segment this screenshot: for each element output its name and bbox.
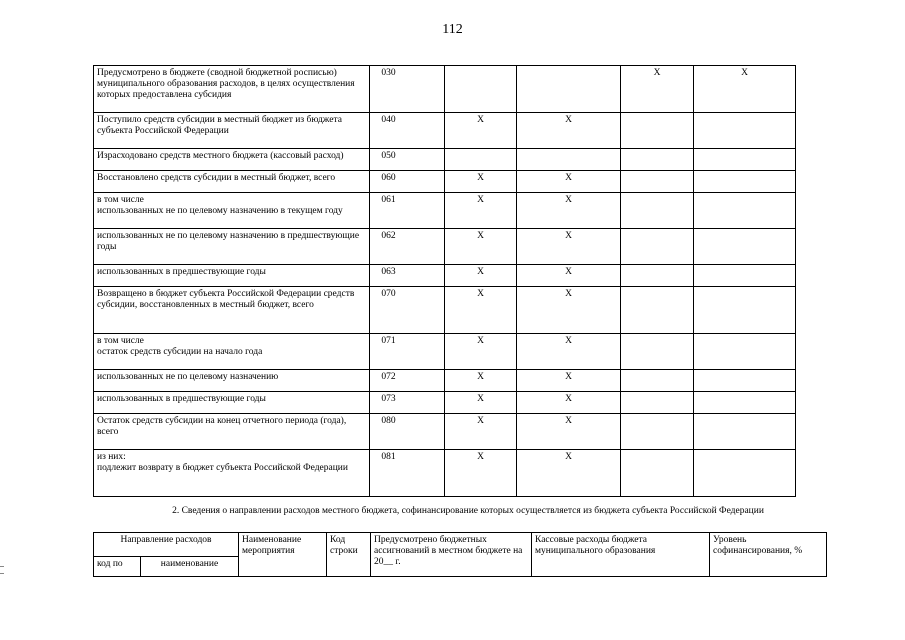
cell-col1: X (445, 113, 517, 149)
cell-col1: X (445, 265, 517, 287)
cell-col3 (621, 287, 694, 334)
cell-col3 (621, 113, 694, 149)
row-label: Израсходовано средств местного бюджета (кассовый расход) (94, 149, 370, 171)
table-row (94, 171, 796, 193)
cell-col1 (445, 66, 517, 113)
cell-col3 (621, 193, 694, 229)
cell-col3 (621, 450, 694, 497)
row-label: Возвращено в бюджет субъекта Российской Федерации средств субсидии, восстановленных в местный бюджет, всего (94, 287, 370, 334)
cell-col3 (621, 392, 694, 414)
row-label: Предусмотрено в бюджете (сводной бюджетной росписью) муниципального образования расходов, в целях осуществления которых предоставлена субсидия (94, 66, 370, 113)
row-code: 070 (370, 287, 445, 334)
cell-col2: X (517, 193, 621, 229)
cell-col2: X (517, 171, 621, 193)
cell-col2: X (517, 450, 621, 497)
row-code: 072 (370, 370, 445, 392)
header-direction: Направление расходов (94, 533, 239, 557)
table-row (94, 370, 796, 392)
row-label: из них: подлежит возврату в бюджет субъекта Российской Федерации (94, 450, 370, 497)
cell-col3 (621, 265, 694, 287)
cell-col2: X (517, 370, 621, 392)
row-label: Восстановлено средств субсидии в местный бюджет, всего (94, 171, 370, 193)
row-code: 061 (370, 193, 445, 229)
section-2-caption: 2. Сведения о направлении расходов местного бюджета, софинансирование которых осуществляется из бюджета субъекта Российской Федерации (172, 506, 764, 516)
cell-col3 (621, 370, 694, 392)
table-row (94, 149, 796, 171)
cell-col4 (694, 370, 796, 392)
cell-col1: X (445, 450, 517, 497)
row-code: 080 (370, 414, 445, 450)
row-label: использованных в предшествующие годы (94, 265, 370, 287)
cell-col4 (694, 414, 796, 450)
table-row (94, 392, 796, 414)
subsidy-report-table (93, 65, 796, 497)
cell-col1: X (445, 334, 517, 370)
row-code: 050 (370, 149, 445, 171)
cell-col1: X (445, 171, 517, 193)
cell-col2 (517, 66, 621, 113)
row-code: 060 (370, 171, 445, 193)
cell-col3: X (621, 66, 694, 113)
row-label: Поступило средств субсидии в местный бюджет из бюджета субъекта Российской Федерации (94, 113, 370, 149)
table-row (94, 334, 796, 370)
expenditure-directions-table (93, 532, 827, 577)
cell-col3 (621, 171, 694, 193)
cell-col1: X (445, 392, 517, 414)
table-row (94, 265, 796, 287)
row-code: 040 (370, 113, 445, 149)
cell-col4 (694, 450, 796, 497)
cell-col1: X (445, 287, 517, 334)
row-code: 062 (370, 229, 445, 265)
cell-col1: X (445, 414, 517, 450)
row-code: 063 (370, 265, 445, 287)
cell-col2: X (517, 392, 621, 414)
cell-col1 (445, 149, 517, 171)
table-row (94, 193, 796, 229)
cell-col1: X (445, 229, 517, 265)
cell-col4 (694, 149, 796, 171)
cell-col3 (621, 334, 694, 370)
row-label: Остаток средств субсидии на конец отчетного периода (года), всего (94, 414, 370, 450)
row-label: использованных в предшествующие годы (94, 392, 370, 414)
table-row (94, 113, 796, 149)
cell-col4: X (694, 66, 796, 113)
cell-col1: X (445, 370, 517, 392)
cell-col4 (694, 193, 796, 229)
cell-col2: X (517, 229, 621, 265)
cell-col3 (621, 229, 694, 265)
table-row (94, 66, 796, 113)
cell-col2: X (517, 287, 621, 334)
cell-col4 (694, 287, 796, 334)
row-label: использованных не по целевому назначению в предшествующие годы (94, 229, 370, 265)
table-row (94, 414, 796, 450)
row-label: использованных не по целевому назначению (94, 370, 370, 392)
header-name: наименование (141, 557, 239, 577)
cell-col4 (694, 171, 796, 193)
cell-col2 (517, 149, 621, 171)
row-code: 030 (370, 66, 445, 113)
table-row (94, 450, 796, 497)
cell-col3 (621, 414, 694, 450)
row-label: в том числе использованных не по целевому назначению в текущем году (94, 193, 370, 229)
page-number: 112 (442, 22, 463, 37)
edge-mark (0, 566, 4, 574)
cell-col2: X (517, 334, 621, 370)
cell-col4 (694, 392, 796, 414)
header-row-code: Код строки (327, 533, 371, 577)
header-code-po: код по (94, 557, 141, 577)
row-code: 081 (370, 450, 445, 497)
header-level: Уровень софинансирования, % (710, 533, 827, 577)
cell-col2: X (517, 265, 621, 287)
cell-col1: X (445, 193, 517, 229)
row-code: 071 (370, 334, 445, 370)
table-row (94, 229, 796, 265)
row-code: 073 (370, 392, 445, 414)
cell-col4 (694, 113, 796, 149)
header-cash: Кассовые расходы бюджета муниципального образования (532, 533, 710, 577)
header-planned: Предусмотрено бюджетных ассигнований в местном бюджете на 20__ г. (371, 533, 532, 577)
cell-col2: X (517, 113, 621, 149)
cell-col4 (694, 229, 796, 265)
cell-col4 (694, 334, 796, 370)
cell-col2: X (517, 414, 621, 450)
row-label: в том числе остаток средств субсидии на начало года (94, 334, 370, 370)
header-event-name: Наименование мероприятия (239, 533, 327, 577)
cell-col4 (694, 265, 796, 287)
table-row (94, 287, 796, 334)
cell-col3 (621, 149, 694, 171)
